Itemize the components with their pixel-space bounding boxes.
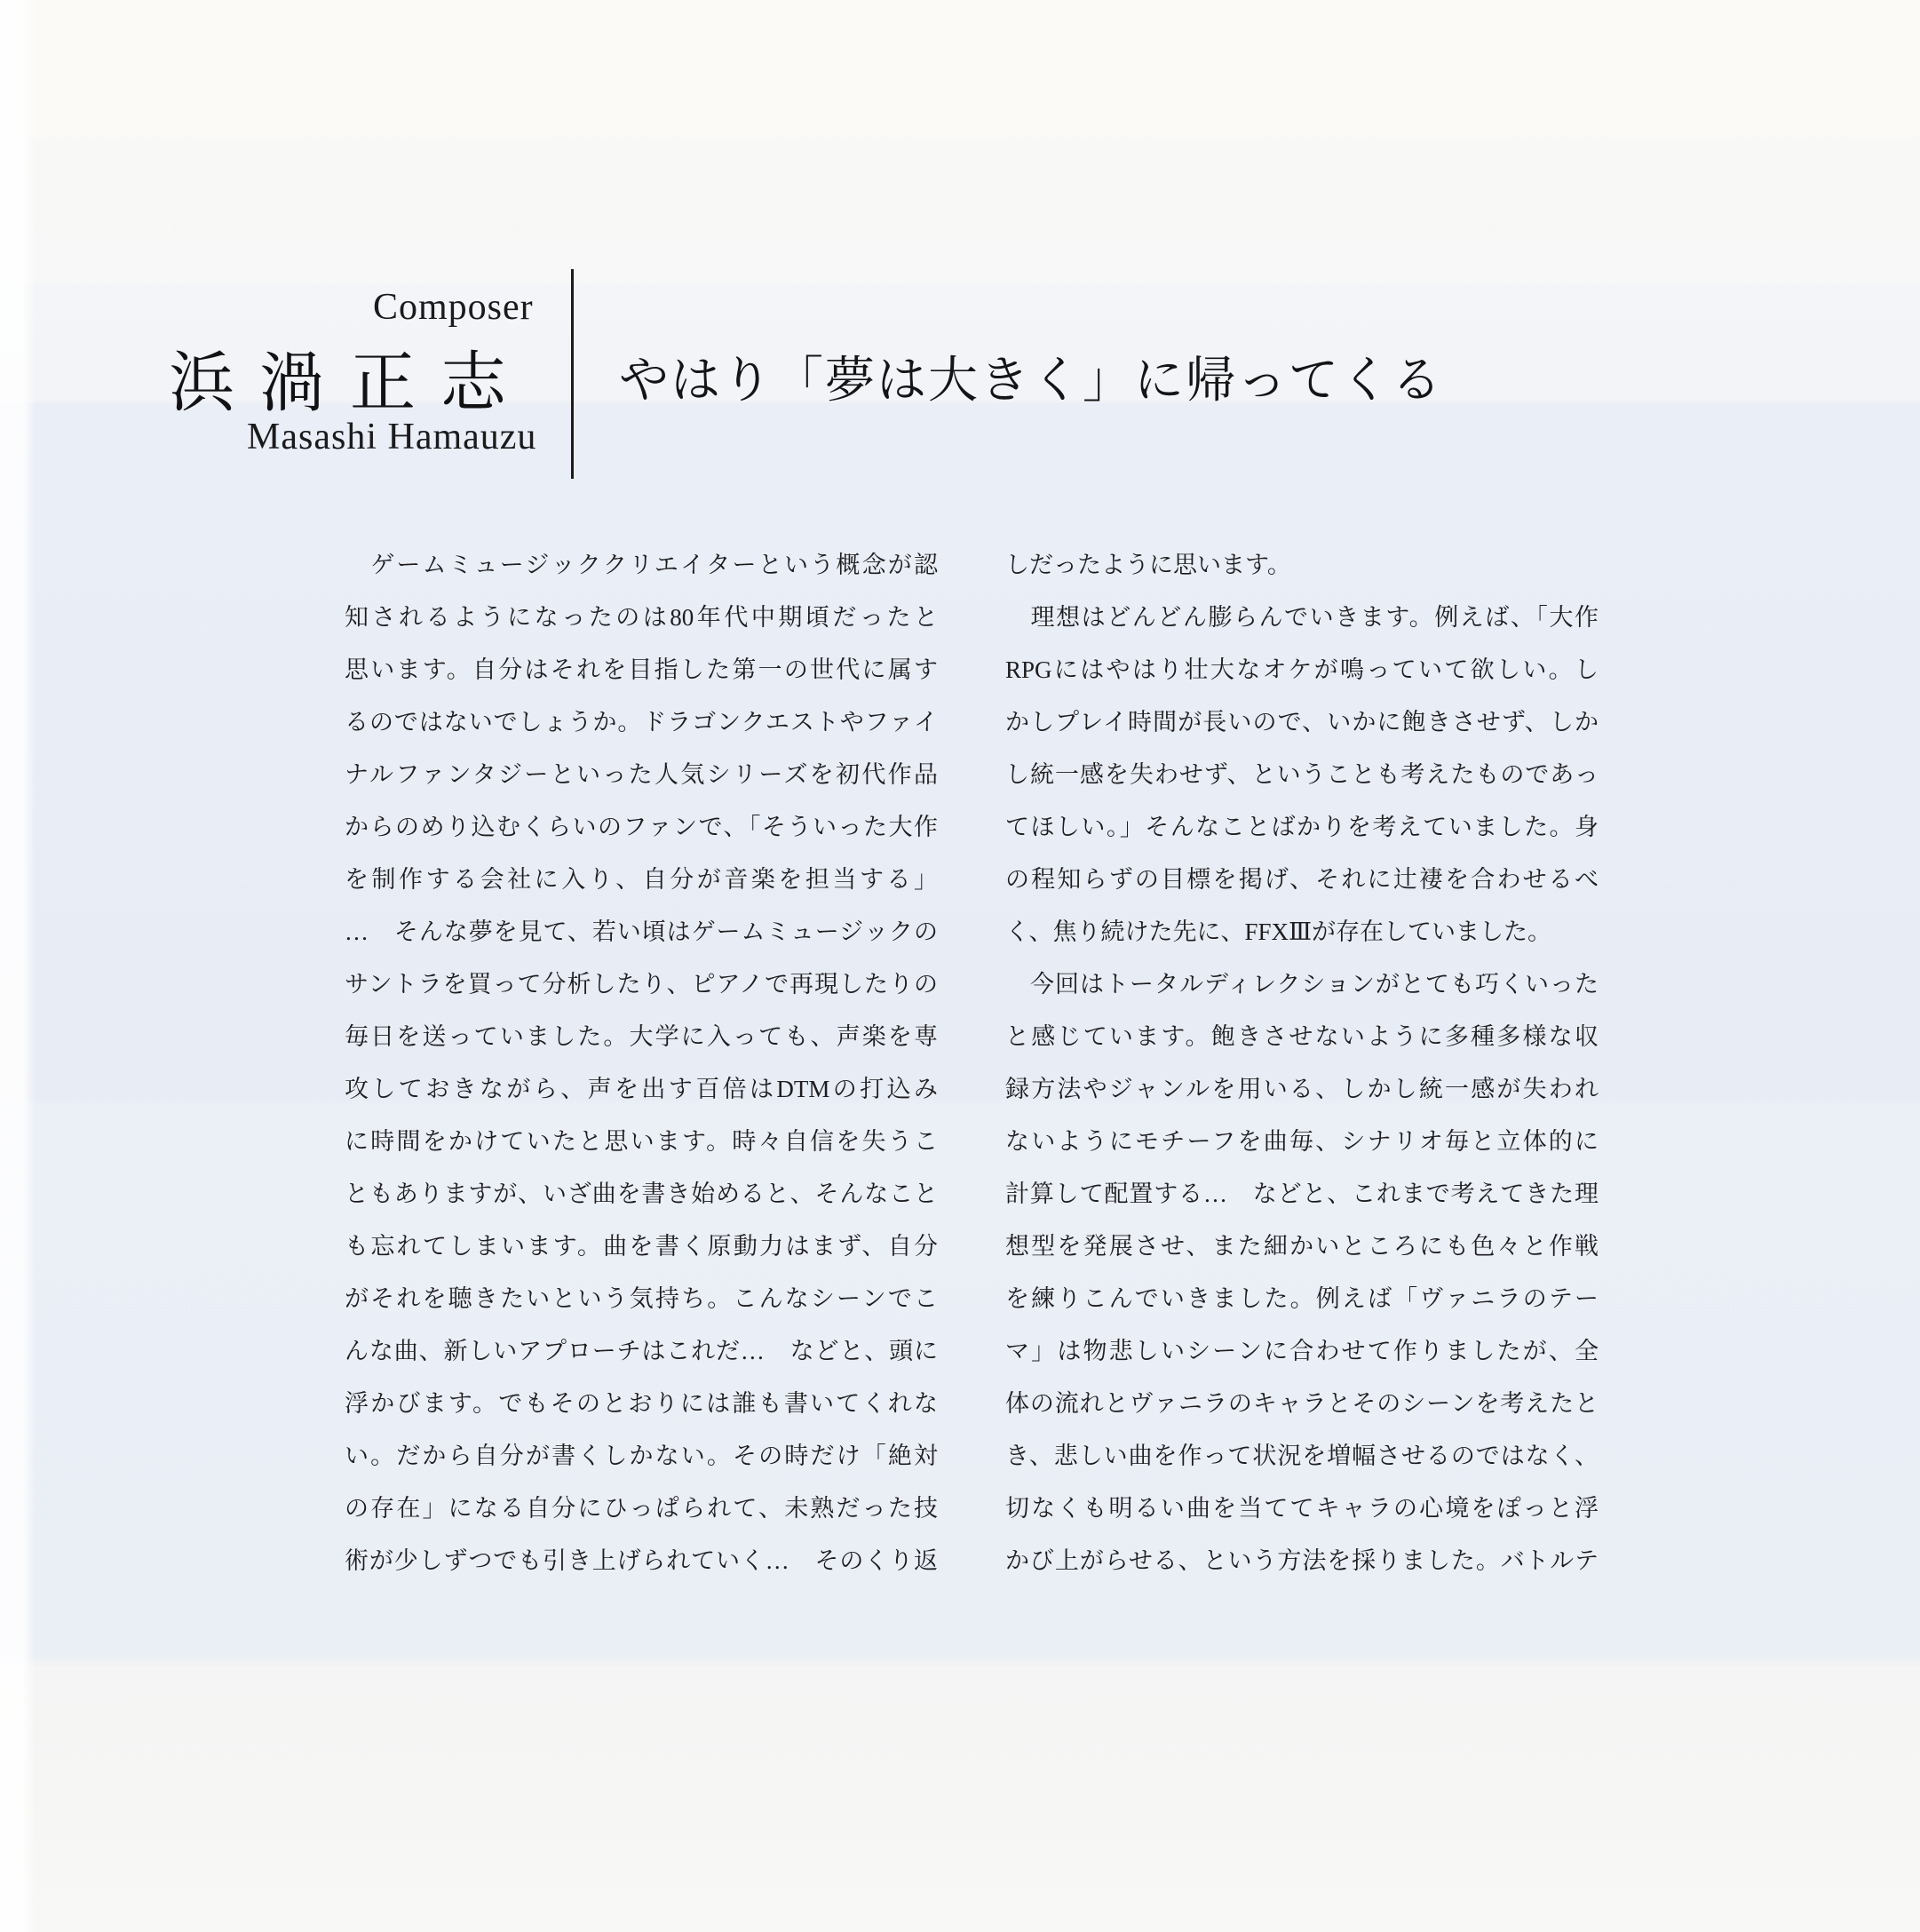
- body-text-line: 術が少しずつでも引き上げられていく… そのくり返: [345, 1547, 938, 1574]
- body-text-line: き、悲しい曲を作って状況を増幅させるのではなく、: [1005, 1443, 1599, 1469]
- body-text-line: 浮かびます。でもそのとおりには誰も書いてくれな: [345, 1390, 938, 1417]
- body-text-line: 思います。自分はそれを目指した第一の世代に属す: [345, 656, 938, 683]
- body-text-line: に時間をかけていたと思います。時々自信を失うこ: [345, 1128, 938, 1155]
- body-text-line: かしプレイ時間が長いので、いかに飽きさせず、しか: [1005, 709, 1599, 735]
- body-text-line: し統一感を失わせず、ということも考えたものであっ: [1005, 761, 1599, 788]
- body-text-line: 攻しておきながら、声を出す百倍はDTMの打込み: [345, 1076, 938, 1102]
- body-text-line: 毎日を送っていました。大学に入っても、声楽を専: [345, 1023, 938, 1050]
- body-text-line: サントラを買って分析したり、ピアノで再現したりの: [345, 971, 938, 998]
- body-text-line: るのではないでしょうか。ドラゴンクエストやファイ: [345, 709, 938, 735]
- body-text-line: く、焦り続けた先に、FFXⅢが存在していました。: [1005, 918, 1552, 945]
- body-text-line: かび上がらせる、という方法を採りました。バトルテ: [1005, 1547, 1599, 1574]
- body-text-line: マ」は物悲しいシーンに合わせて作りましたが、全: [1005, 1338, 1599, 1364]
- body-text-line: と感じています。飽きさせないように多種多様な収: [1005, 1023, 1599, 1050]
- article-headline: やはり「夢は大きく」に帰ってくる: [619, 354, 1443, 409]
- body-text-line: … そんな夢を見て、若い頃はゲームミュージックの: [345, 918, 938, 945]
- body-text-line: 知されるようになったのは80年代中期頃だったと: [345, 604, 938, 631]
- body-text-line: てほしい。」そんなことばかりを考えていました。身: [1005, 814, 1599, 840]
- body-text-line: ナルファンタジーといった人気シリーズを初代作品: [345, 761, 938, 788]
- body-text-line: い。だから自分が書くしかない。その時だけ「絶対: [345, 1443, 938, 1469]
- body-text-line: しだったように思います。: [1005, 552, 1291, 578]
- body-text-line: がそれを聴きたいという気持ち。こんなシーンでこ: [345, 1285, 938, 1312]
- article-left-column: [345, 539, 938, 1587]
- body-text-line: ともありますが、いざ曲を書き始めると、そんなこと: [345, 1181, 938, 1207]
- body-text-line: 切なくも明るい曲を当ててキャラの心境をぽっと浮: [1005, 1495, 1599, 1522]
- body-text-line: ないようにモチーフを曲毎、シナリオ毎と立体的に: [1005, 1128, 1599, 1155]
- body-text-line: んな曲、新しいアプローチはこれだ… などと、頭に: [345, 1338, 938, 1364]
- composer-name-romanized: Masashi Hamauzu: [247, 417, 537, 457]
- body-text-line: からのめり込むくらいのファンで、「そういった大作: [345, 814, 938, 840]
- composer-role-label: Composer: [373, 287, 534, 328]
- body-text-line: を制作する会社に入り、自分が音楽を担当する」: [345, 866, 938, 893]
- body-text-line: 今回はトータルディレクションがとても巧くいった: [1005, 971, 1599, 998]
- body-text-line: の程知らずの目標を掲げ、それに辻褄を合わせるべ: [1005, 866, 1599, 893]
- body-text-line: 体の流れとヴァニラのキャラとそのシーンを考えたと: [1005, 1390, 1599, 1417]
- body-text-line: RPGにはやはり壮大なオケが鳴っていて欲しい。し: [1005, 656, 1599, 683]
- body-text-line: も忘れてしまいます。曲を書く原動力はまず、自分: [345, 1233, 938, 1260]
- body-text-line: 録方法やジャンルを用いる、しかし統一感が失われ: [1005, 1076, 1599, 1102]
- body-text-line: を練りこんでいきました。例えば「ヴァニラのテー: [1005, 1285, 1599, 1312]
- body-text-line: ゲームミュージッククリエイターという概念が認: [345, 552, 938, 578]
- header-divider: [571, 269, 574, 479]
- article-right-column: [1005, 539, 1599, 1587]
- composer-name-japanese: 浜渦正志: [169, 347, 531, 420]
- body-text-line: 計算して配置する… などと、これまで考えてきた理: [1005, 1181, 1599, 1207]
- body-text-line: の存在」になる自分にひっぱられて、未熟だった技: [345, 1495, 938, 1522]
- body-text-line: 想型を発展させ、また細かいところにも色々と作戦: [1005, 1233, 1599, 1260]
- body-text-line: 理想はどんどん膨らんでいきます。例えば、「大作: [1005, 604, 1599, 631]
